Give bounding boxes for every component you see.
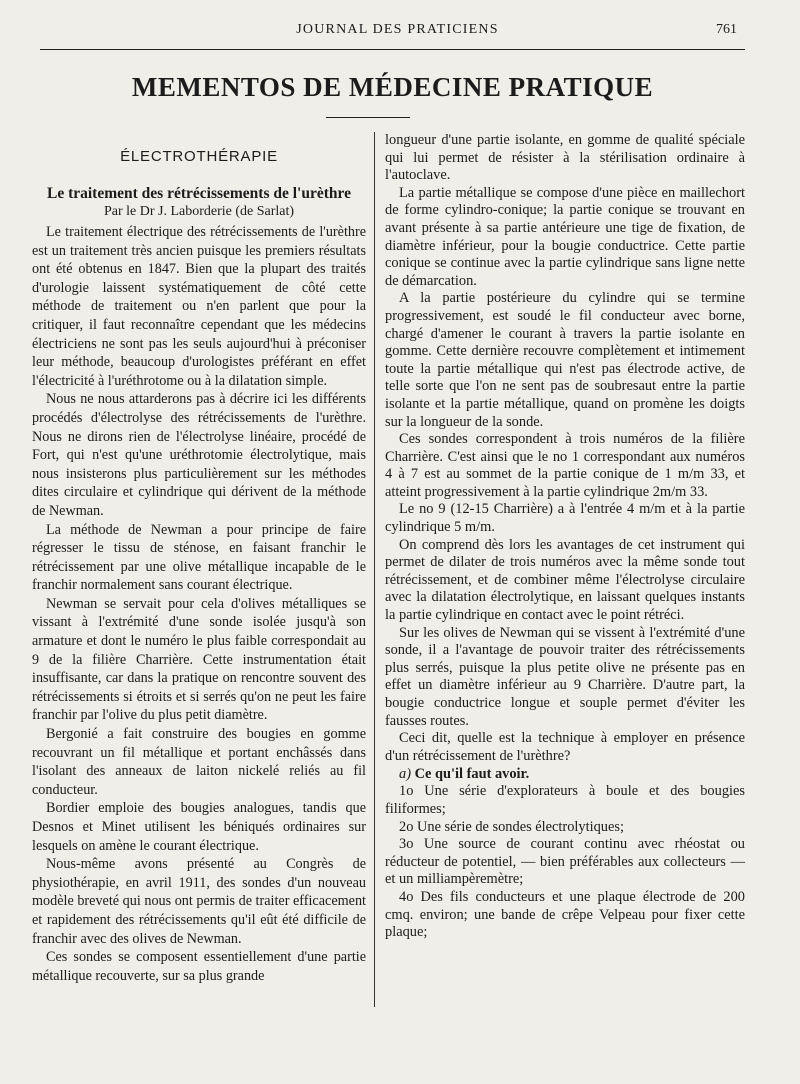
title-rule [326,117,410,118]
paragraph: Le no 9 (12-15 Charrière) a à l'entrée 4 m/m et à la partie cylindrique 5 m/m. [385,501,745,536]
running-title: JOURNAL DES PRATICIENS [296,22,499,37]
subsection-letter: a) [399,766,411,783]
paragraph: La partie métallique se compose d'une pièce en maillechort de forme cylindro-conique; la partie conique se trouvant en avant présente à sa partie antérieure une tige de fixation, de diamètre inférieur, pour la bougie conductrice. Cette partie conique se continue avec la partie cylindrique sans ligne nette de démarcation. [385,184,745,289]
left-column [32,132,366,985]
paragraph: longueur d'une partie isolante, en gomme de qualité spéciale qui lui permet de résister à la stérilisation ordinaire à l'autoclave. [385,132,745,184]
subsection-heading [385,765,745,783]
paragraph: Newman se servait pour cela d'olives métalliques se vissant à l'extrémité d'une sonde isolée jusqu'à son armature et dont le numéro le plus faible correspondait au 9 de la filière Charrière. Cette instrumentation était insuffisante, car dans la pratique on rencontre souvent des rétrécissements si étroits et si serrés qu'on ne peut les faire franchir par l'olive du plus petit diamètre. [32,595,366,724]
article-title: Le traitement des rétrécissements de l'urèthre [46,185,351,202]
section-heading: ÉLECTROTHÉRAPIE [120,148,278,165]
paragraph: Bordier emploie des bougies analogues, tandis que Desnos et Minet utilisent les béniqués ordinaires sur lesquels on amène le courant électrique. [32,800,366,854]
paragraph: Sur les olives de Newman qui se vissent à l'extrémité d'une sonde, il a l'avantage de pouvoir traiter des rétrécissements plus serrés, puisque la plus petite olive ne présente pas en effet un diamètre inférieur au 9 Charrière. D'autre part, la bougie conductrice longue et souple permet d'éviter les fausses routes. [385,624,745,729]
right-column [385,132,745,942]
page-number: 761 [716,22,737,37]
list-item: 4o Des fils conducteurs et une plaque électrode de 200 cmq. environ; une bande de crêpe Velpeau pour fixer cette plaque; [385,888,745,941]
paragraph: Ceci dit, quelle est la technique à employer en présence d'un rétrécissement de l'urèthre? [385,730,745,764]
paragraph: Nous-même avons présenté au Congrès de physiothérapie, en avril 1911, des sondes d'un nouveau modèle breveté qui nous ont permis de traiter efficacement et rapidement des rétrécissements qu'il eût été difficile de franchir avec des olives de Newman. [32,856,366,947]
paragraph: On comprend dès lors les avantages de cet instrument qui permet de dilater de trois numéros avec la même sonde tout rétrécissement, et de combiner même l'électrolyse circulaire avec la dilatation électrolytique, en laissant quelques instants la partie cylindrique en contact avec le point rétréci. [385,536,745,624]
list-item: 2o Une série de sondes électrolytiques; [399,818,624,835]
page-title: MEMENTOS DE MÉDECINE PRATIQUE [131,72,654,102]
paragraph: Ces sondes se composent essentiellement d'une partie métallique recouverte, sur sa plus grande [32,949,366,984]
byline: Par le Dr J. Laborderie (de Sarlat) [103,204,295,219]
paragraph: Le traitement électrique des rétrécissements de l'urèthre est un traitement très ancien puisque les premiers résultats ont été obtenus en 1847. Bien que la plupart des traités d'urologie laissent systématiquement de côté cette méthode de traitement ou n'en parlent que pour la critiquer, il faut reconnaître cependant que les médecins électriciens ne sont pas les seuls aujourd'hui à préconiser leur méthode, beaucoup d'urologistes préférant en effet l'électricité à l'uréthrotome ou à la dilatation simple. [32,224,366,389]
list-item: 3o Une source de courant continu avec rhéostat ou réducteur de potentiel, — bien préférables aux collecteurs — et un milliampèremètre; [385,836,745,888]
paragraph: A la partie postérieure du cylindre qui se termine progressivement, est soudé le fil conducteur avec borne, chargé d'amener le courant à travers la partie isolante en gomme. Cette dernière recouvre complètement et intimement toute la partie métallique qui n'est pas électrode active, de telle sorte que l'on ne sent pas de soubresaut entre la partie isolante et la partie métallique, quand on promène les doigts sur la longueur de la sonde. [385,290,745,430]
subsection-title: Ce qu'il faut avoir. [414,766,530,783]
column-divider [374,132,375,1007]
paragraph: La méthode de Newman a pour principe de faire régresser le tissu de sténose, en faisant franchir le rétrécissement par une olive métallique incapable de le franchir normalement sans courant électrique. [32,521,366,594]
running-head [40,22,755,44]
paragraph: Bergonié a fait construire des bougies en gomme recouvrant un fil métallique et portant enchâssés dans l'isolant des anneaux de laiton nickelé reliés au fil conducteur. [32,726,366,798]
paragraph: Nous ne nous attarderons pas à décrire ici les différents procédés d'électrolyse des rétrécissements de l'urèthre. Nous ne dirons rien de l'électrolyse linéaire, procédé de Fort, qui n'est qu'une uréthrotomie électrolytique, mais nous insisterons plus particulièrement sur les méthodes dites circulaire et cylindrique qui dérivent de la méthode de Newman. [32,391,366,519]
list-item: 1o Une série d'explorateurs à boule et des bougies filiformes; [385,783,745,817]
header-rule [40,49,745,50]
paragraph: Ces sondes correspondent à trois numéros de la filière Charrière. C'est ainsi que le no 1 correspondant aux numéros 4 à 7 est au sommet de la partie conique de 1 m/m 33, et atteint progressivement à la partie cylindrique 2m/m 33. [385,431,745,500]
